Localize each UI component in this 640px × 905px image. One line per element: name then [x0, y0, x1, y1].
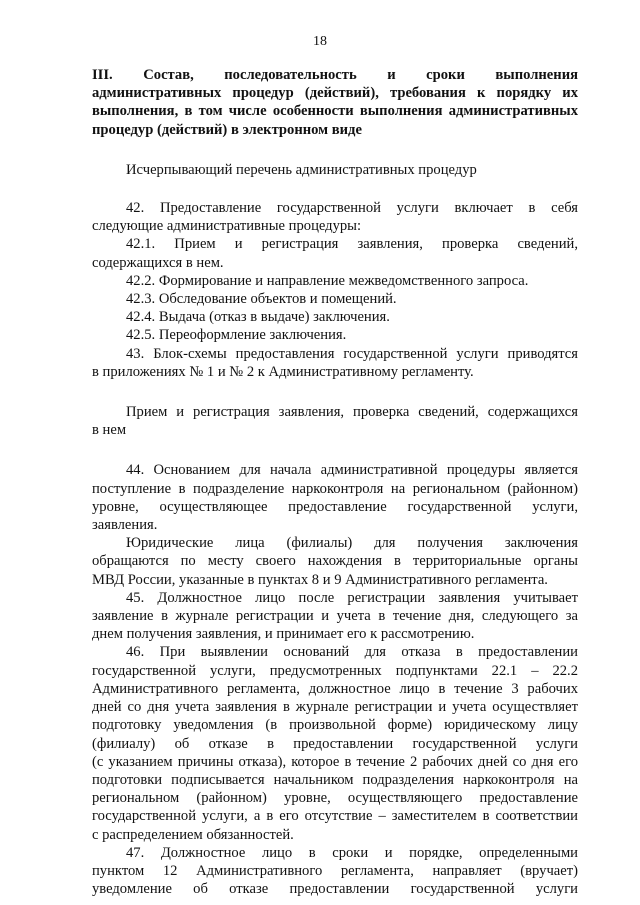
- text-line: 46. При выявлении оснований для отказа в предоставлении: [126, 644, 578, 661]
- paragraph-42: [92, 199, 578, 235]
- text-line: Административного регламента, должностное лицо в течение 3 рабочих: [92, 680, 578, 697]
- text-line: 47. Должностное лицо в сроки и порядке, определенными: [126, 844, 578, 861]
- text-line: в приложениях № 1 и № 2 к Административному регламенту.: [92, 363, 474, 380]
- paragraph-44-legal-entities: [92, 534, 578, 589]
- text-line: Прием и регистрация заявления, проверка сведений, содержащихся: [126, 404, 578, 421]
- section-title-line: административных процедур (действий), требования к порядку их: [92, 85, 578, 102]
- section-title-line: III. Состав, последовательность и сроки выполнения: [92, 67, 578, 83]
- text-line: уведомление об отказе предоставлении государственной услуги: [92, 881, 578, 898]
- text-line: 43. Блок-схемы предоставления государственной услуги приводятся: [126, 345, 578, 362]
- paragraph-42-1: [92, 235, 578, 271]
- text-line: поступление в подразделение наркоконтроля на региональном (районном): [92, 480, 578, 497]
- section-title-line: процедур (действий) в электронном виде: [92, 121, 362, 138]
- paragraph-45: [92, 589, 578, 644]
- section-title-line: выполнения, в том числе особенности выполнения административных: [92, 103, 578, 120]
- text-line: обращаются по месту своего нахождения в территориальные органы: [92, 553, 578, 570]
- text-line: 45. Должностное лицо после регистрации заявления учитывает: [126, 589, 578, 606]
- paragraph-42-3: 42.3. Обследование объектов и помещений.: [126, 291, 397, 308]
- text-line: уровне, осуществляющее предоставление государственной услуги,: [92, 498, 578, 515]
- text-line: 42. Предоставление государственной услуги включает в себя: [126, 200, 578, 217]
- text-line: 44. Основанием для начала административной процедуры является: [126, 462, 578, 479]
- text-line: Юридические лица (филиалы) для получения заключения: [126, 535, 578, 552]
- text-line: государственной услуги, предусмотренных подпунктами 22.1 – 22.2: [92, 662, 578, 679]
- text-line: в нем: [92, 422, 127, 439]
- subheading-reception: [92, 403, 578, 439]
- text-line: МВД России, указанные в пунктах 8 и 9 Административного регламента.: [92, 571, 548, 588]
- text-line: (с указанием причины отказа), которое в течение 2 рабочих дней со дня его: [92, 753, 578, 770]
- section-title: [92, 66, 578, 139]
- text-line: (филиалу) об отказе в предоставлении государственной услуги: [92, 735, 578, 752]
- text-line: пунктом 12 Административного регламента, направляет (вручает): [92, 862, 578, 879]
- text-line: содержащихся в нем.: [92, 254, 224, 271]
- paragraph-42-5: 42.5. Переоформление заключения.: [126, 327, 347, 344]
- page-number: 18: [313, 34, 327, 49]
- text-line: государственной услуги, а в его отсутствие – заместителем в соответствии: [92, 808, 578, 825]
- paragraph-44: [92, 461, 578, 534]
- text-line: с распределением обязанностей.: [92, 826, 294, 843]
- text-line: региональном (районном) уровне, осуществляющего предоставление: [92, 790, 578, 807]
- text-line: подготовки подписывается начальником подразделения наркоконтроля на: [92, 771, 578, 788]
- paragraph-42-4: 42.4. Выдача (отказ в выдаче) заключения.: [126, 309, 390, 326]
- text-line: следующие административные процедуры:: [92, 218, 362, 235]
- paragraph-43: [92, 345, 578, 381]
- text-line: 42.1. Прием и регистрация заявления, проверка сведений,: [126, 236, 578, 253]
- text-line: заявления.: [92, 517, 158, 534]
- paragraph-42-2: 42.2. Формирование и направление межведомственного запроса.: [126, 272, 529, 289]
- paragraph-46: [92, 643, 578, 843]
- text-line: дней со дня учета заявления в журнале регистрации и учета осуществляет: [92, 699, 578, 716]
- text-line: днем получения заявления, и принимает его к рассмотрению.: [92, 626, 475, 643]
- paragraph-47: [92, 844, 578, 899]
- document-body: [92, 66, 578, 898]
- text-line: заявление в журнале регистрации и учета в течение дня, следующего за: [92, 608, 578, 625]
- subheading-procedures-list: Исчерпывающий перечень административных процедур: [126, 161, 477, 178]
- text-line: подготовку уведомления (в произвольной форме) юридическому лицу: [92, 717, 578, 734]
